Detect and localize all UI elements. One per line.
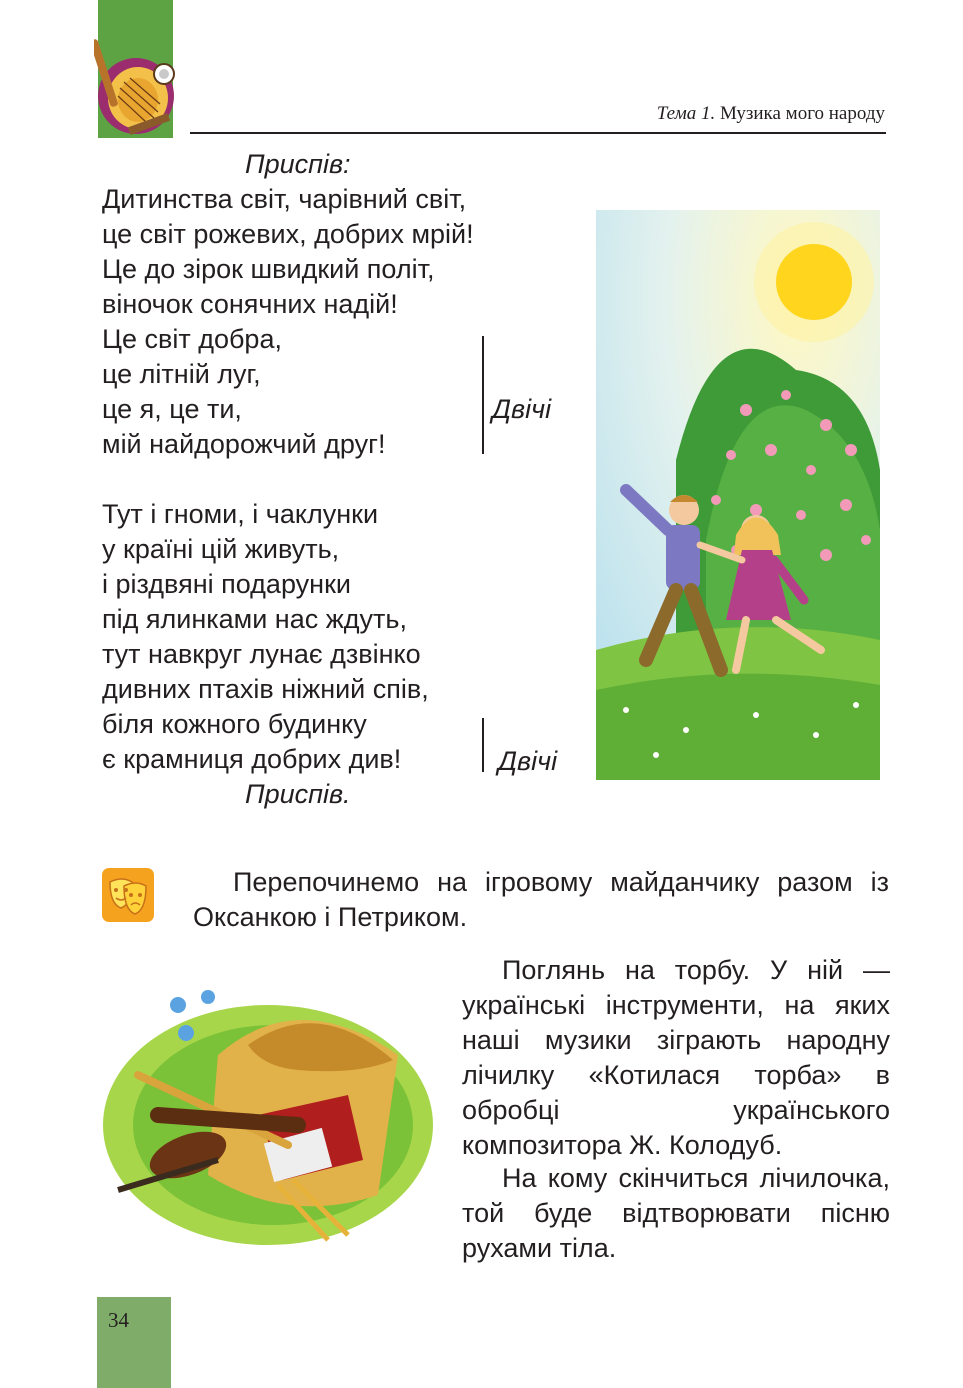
chorus-line: віночок сонячних надій! (102, 289, 398, 319)
chorus-line: Дитинства світ, чарівний світ, (102, 184, 467, 214)
repeat-bracket (482, 336, 484, 454)
verse-line: під ялинками нас ждуть, (102, 604, 407, 634)
verse-line: Тут і гноми, і чаклунки (102, 499, 379, 529)
verse-line: і різдвяні подарунки (102, 569, 351, 599)
topic-title: Музика мого народу (719, 103, 885, 124)
verse-line: дивних птахів ніжний спів, (102, 674, 429, 704)
bag-with-instruments-illustration (98, 975, 438, 1250)
repeat-label: Двічі (498, 746, 558, 776)
activity-paragraph-1: Поглянь на торбу. У ній — українські інструменти, на яких наші музики зіграють народну лічилку «Котилася торба» в обробці українського композитора Ж. Колодуб. (462, 955, 890, 1160)
chorus-label: Приспів: (245, 149, 351, 179)
chorus-line: Це до зірок швидкий політ, (102, 254, 435, 284)
chorus-line: мій найдорожчий друг! (102, 429, 386, 459)
verse-line: біля кожного будинку (102, 709, 367, 739)
chorus-line: це я, це ти, (102, 394, 242, 424)
topic-label: Тема 1. (656, 103, 716, 124)
activity-paragraph-2: На кому скінчиться лічилочка, той буде відтворювати пісню рухами тіла. (462, 1163, 890, 1263)
repeat-bracket (482, 718, 484, 772)
page-number: 34 (108, 1308, 129, 1332)
theater-masks-icon (102, 868, 154, 922)
sun-icon (776, 244, 852, 320)
verse-line: тут навкруг лунає дзвінко (102, 639, 421, 669)
verse-line: у країні цій живуть, (102, 534, 340, 564)
children-meadow-illustration (596, 210, 880, 780)
chorus-line: Це світ добра, (102, 324, 282, 354)
chorus-reference: Приспів. (245, 779, 351, 809)
chorus-line: це світ рожевих, добрих мрій! (102, 219, 474, 249)
chorus-line: це літній луг, (102, 359, 261, 389)
repeat-label: Двічі (492, 394, 552, 424)
header-rule (190, 132, 886, 134)
bandura-logo-icon (94, 38, 178, 138)
verse-line: є крамниця добрих див! (102, 744, 402, 774)
activity-intro: Перепочинемо на ігровому майданчику разом із Оксанкою і Петриком. (193, 867, 889, 932)
running-header (657, 103, 885, 125)
